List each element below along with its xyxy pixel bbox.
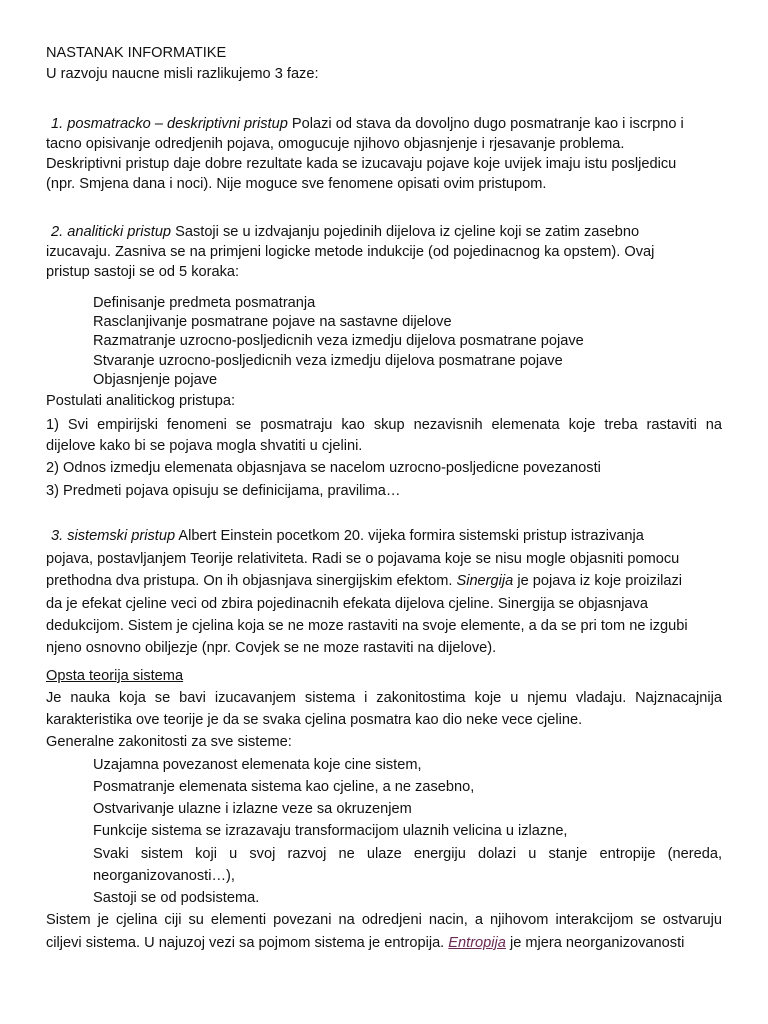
step-item: Objasnjenje pojave — [93, 372, 218, 388]
phase3-heading: 3. sistemski pristup — [51, 528, 176, 544]
postulate-line: 2) Odnos izmedju elemenata objasnjava se nacelom uzrocno-posljedicne povezanosti — [46, 460, 601, 476]
closing-line2: ciljevi sistema. U najuzoj vezi sa pojmom sistema je entropija. Entropija je mjera neorganizovanosti — [46, 935, 685, 951]
intro-text: U razvoju naucne misli razlikujemo 3 faze: — [46, 66, 319, 82]
phase3-line6: njeno osnovno obiljezje (npr. Covjek se ne moze rastaviti na dijelove). — [46, 640, 497, 656]
phase1-line4: (npr. Smjena dana i noci). Nije moguce sve fenomene opisati ovim pristupom. — [46, 176, 547, 192]
step-item: Razmatranje uzrocno-posljedicnih veza izmedju dijelova posmatrane pojave — [93, 333, 584, 349]
law-item: neorganizovanosti…), — [93, 868, 235, 884]
phase1-line1: 1. posmatracko – deskriptivni pristup Polazi od stava da dovoljno dugo posmatranje kao i iscrpno i — [51, 116, 684, 132]
phase1-heading: 1. posmatracko – deskriptivni pristup — [51, 116, 288, 132]
synergy-term: Sinergija — [456, 573, 514, 589]
step-item: Rasclanjivanje posmatrane pojave na sastavne dijelove — [93, 314, 452, 330]
phase3-line4: da je efekat cjeline veci od zbira pojedinacnih efekata dijelova cjeline. Sinergija se objasnjava — [46, 596, 648, 612]
phase2-line3: pristup sastoji se od 5 koraka: — [46, 264, 240, 280]
law-item: Sastoji se od podsistema. — [93, 890, 260, 906]
phase3-line5: dedukcijom. Sistem je cjelina koja se ne moze rastaviti na svoje elemente, a da se pri tom ne izgubi — [46, 618, 688, 634]
phase2-line2: izucavaju. Zasniva se na primjeni logicke metode indukcije (od pojedinacnog ka opstem). Ovaj — [46, 244, 655, 260]
phase3-line2: pojava, postavljanjem Teorije relativiteta. Radi se o pojavama koje se nisu mogle objasniti pomocu — [46, 551, 680, 567]
phase3-line3: prethodna dva pristupa. On ih objasnjava sinergijskim efektom. Sinergija je pojava iz koje proizilazi — [46, 573, 682, 589]
postulate-line: 3) Predmeti pojava opisuju se definicijama, pravilima… — [46, 483, 401, 499]
law-item: Ostvarivanje ulazne i izlazne veze sa okruzenjem — [93, 801, 412, 817]
phase2-heading: 2. analiticki pristup — [51, 224, 172, 240]
postulate-line: 1) Svi empirijski fenomeni se posmatraju kao skup nezavisnih elemenata koje treba rastaviti na — [46, 417, 722, 433]
theory-line1: Je nauka koja se bavi izucavanjem sistema i zakonitostima koje u njemu vladaju. Najznacajnija — [46, 690, 722, 706]
phase2-line1: 2. analiticki pristup Sastoji se u izdvajanju pojedinih dijelova iz cjeline koji se zatim zasebno — [51, 224, 640, 240]
section-heading: Opsta teorija sistema — [46, 668, 184, 684]
law-item: Uzajamna povezanost elemenata koje cine sistem, — [93, 757, 422, 773]
document-title: NASTANAK INFORMATIKE — [46, 45, 227, 61]
phase1-line3: Deskriptivni pristup daje dobre rezultate kada se izucavaju pojave koje uvijek imaju istu posljedicu — [46, 156, 677, 172]
theory-line2: karakteristika ove teorije je da se svaka cjelina posmatra kao dio neke vece cjeline. — [46, 712, 583, 728]
postulate-line: dijelove kako bi se pojava mogla shvatiti u cjelini. — [46, 438, 363, 454]
law-item: Svaki sistem koji u svoj razvoj ne ulaze energiju dolazi u stanje entropije (nereda, — [93, 846, 722, 862]
closing-line1: Sistem je cjelina ciji su elementi povezani na odredjeni nacin, a njihovom interakcijom se ostvaruju — [46, 912, 722, 928]
entropy-link[interactable]: Entropija — [448, 935, 506, 951]
step-item: Definisanje predmeta posmatranja — [93, 295, 316, 311]
postulates-title: Postulati analitickog pristupa: — [46, 393, 236, 409]
law-item: Funkcije sistema se izrazavaju transformacijom ulaznih velicina u izlazne, — [93, 823, 568, 839]
law-item: Posmatranje elemenata sistema kao cjeline, a ne zasebno, — [93, 779, 475, 795]
laws-title: Generalne zakonitosti za sve sisteme: — [46, 734, 292, 750]
step-item: Stvaranje uzrocno-posljedicnih veza izmedju dijelova posmatrane pojave — [93, 353, 563, 369]
phase3-line1: 3. sistemski pristup Albert Einstein pocetkom 20. vijeka formira sistemski pristup istrazivanja — [51, 528, 644, 544]
phase1-line2: tacno opisivanje odredjenih pojava, omogucuje njihovo objasnjenje i rjesavanje problema. — [46, 136, 625, 152]
